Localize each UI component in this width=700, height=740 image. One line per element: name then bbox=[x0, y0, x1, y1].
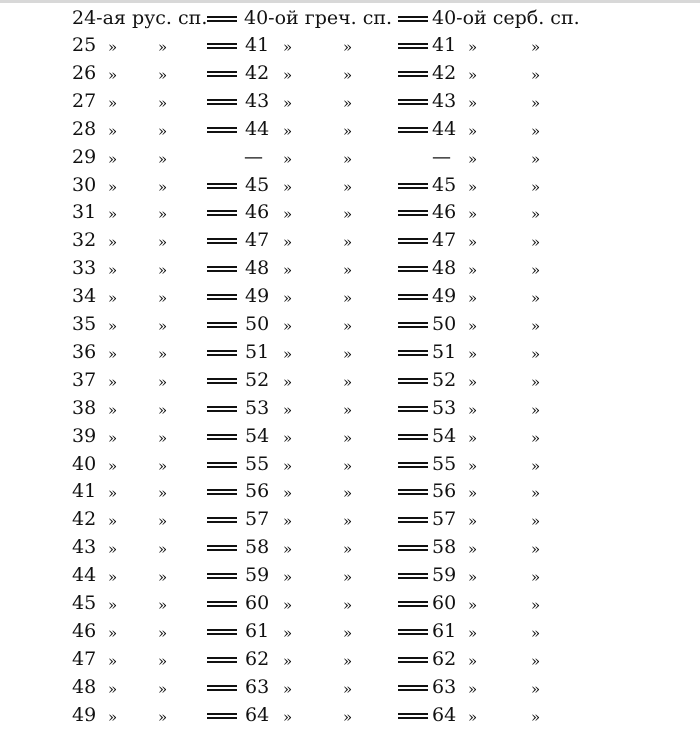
ditto-mark: » bbox=[158, 233, 168, 252]
serbian-number: 49 bbox=[432, 285, 457, 308]
ditto-mark: » bbox=[108, 707, 118, 726]
ditto-mark: » bbox=[158, 540, 168, 559]
ditto-mark: » bbox=[158, 651, 168, 670]
greek-number: 41 bbox=[245, 34, 270, 56]
ditto-mark: » bbox=[158, 372, 168, 391]
ditto-mark: » bbox=[343, 400, 353, 419]
ditto-mark: » bbox=[343, 623, 353, 642]
ditto-mark: » bbox=[283, 149, 293, 168]
serbian-number: 62 bbox=[432, 647, 457, 670]
equals-sign bbox=[207, 406, 237, 412]
serbian-number: 44 bbox=[432, 117, 457, 140]
ditto-mark: » bbox=[343, 679, 353, 698]
equals-sign bbox=[398, 601, 428, 607]
ditto-mark: » bbox=[158, 596, 168, 614]
ditto-mark: » bbox=[343, 233, 353, 252]
equals-sign bbox=[398, 43, 428, 49]
russian-number: 46 bbox=[72, 619, 97, 642]
ditto-mark: » bbox=[468, 344, 478, 363]
equals-sign bbox=[207, 573, 237, 579]
equals-sign bbox=[207, 601, 237, 607]
equals-sign bbox=[207, 127, 237, 133]
equals-sign bbox=[398, 183, 428, 189]
ditto-mark: » bbox=[531, 317, 541, 335]
ditto-mark: » bbox=[531, 651, 541, 670]
ditto-mark: » bbox=[343, 344, 353, 363]
equals-sign bbox=[207, 434, 237, 440]
russian-number: 28 bbox=[72, 117, 97, 140]
ditto-mark: » bbox=[108, 121, 118, 140]
greek-number: 49 bbox=[245, 285, 270, 308]
ditto-mark: » bbox=[531, 372, 541, 391]
ditto-mark: » bbox=[158, 400, 168, 419]
ditto-mark: » bbox=[158, 344, 168, 363]
ditto-mark: » bbox=[468, 38, 478, 56]
equals-sign bbox=[207, 378, 237, 384]
equals-sign bbox=[398, 378, 428, 384]
serbian-number: 42 bbox=[432, 61, 457, 84]
ditto-mark: » bbox=[283, 623, 293, 642]
ditto-mark: » bbox=[108, 177, 118, 196]
ditto-mark: » bbox=[468, 65, 478, 84]
ditto-mark: » bbox=[283, 93, 293, 112]
equals-sign bbox=[207, 294, 237, 300]
ditto-mark: » bbox=[468, 233, 478, 252]
ditto-mark: » bbox=[158, 317, 168, 335]
ditto-mark: » bbox=[108, 38, 118, 56]
ditto-mark: » bbox=[531, 233, 541, 252]
russian-number: 40 bbox=[72, 452, 97, 475]
ditto-mark: » bbox=[108, 261, 118, 280]
ditto-mark: » bbox=[283, 568, 293, 587]
serbian-number: 63 bbox=[432, 675, 457, 698]
ditto-mark: » bbox=[108, 205, 118, 224]
serbian-number: 60 bbox=[432, 592, 457, 614]
serbian-number: 61 bbox=[432, 619, 457, 642]
ditto-mark: » bbox=[108, 65, 118, 84]
ditto-mark: » bbox=[468, 484, 478, 503]
equals-sign bbox=[398, 322, 428, 328]
ditto-mark: » bbox=[283, 428, 293, 447]
ditto-mark: » bbox=[108, 149, 118, 168]
ditto-mark: » bbox=[531, 344, 541, 363]
equals-sign bbox=[398, 16, 428, 22]
serbian-number: 53 bbox=[432, 396, 457, 419]
equals-sign bbox=[398, 713, 428, 719]
ditto-mark: » bbox=[343, 651, 353, 670]
ditto-mark: » bbox=[531, 93, 541, 112]
ditto-mark: » bbox=[468, 540, 478, 559]
serbian-number: 56 bbox=[432, 480, 457, 503]
ditto-mark: » bbox=[468, 177, 478, 196]
greek-number: 55 bbox=[245, 452, 270, 475]
ditto-mark: » bbox=[108, 540, 118, 559]
ditto-mark: » bbox=[531, 623, 541, 642]
ditto-mark: » bbox=[343, 596, 353, 614]
ditto-mark: » bbox=[531, 205, 541, 224]
equals-sign bbox=[398, 127, 428, 133]
equals-sign bbox=[207, 517, 237, 523]
ditto-mark: » bbox=[283, 400, 293, 419]
ditto-mark: » bbox=[468, 568, 478, 587]
serbian-number: 58 bbox=[432, 536, 457, 559]
greek-number: 47 bbox=[245, 229, 270, 252]
ditto-mark: » bbox=[531, 456, 541, 475]
ditto-mark: » bbox=[283, 261, 293, 280]
equals-sign bbox=[398, 629, 428, 635]
greek-number: 45 bbox=[245, 173, 270, 196]
ditto-mark: » bbox=[343, 317, 353, 335]
serbian-number: 48 bbox=[432, 257, 457, 280]
ditto-mark: » bbox=[531, 289, 541, 308]
greek-number: 44 bbox=[245, 117, 270, 140]
ditto-mark: » bbox=[108, 344, 118, 363]
ditto-mark: » bbox=[468, 121, 478, 140]
serbian-number: 45 bbox=[432, 173, 457, 196]
ditto-mark: » bbox=[343, 428, 353, 447]
ditto-mark: » bbox=[158, 38, 168, 56]
ditto-mark: » bbox=[283, 344, 293, 363]
ditto-mark: » bbox=[531, 65, 541, 84]
ditto-mark: » bbox=[283, 484, 293, 503]
ditto-mark: » bbox=[468, 428, 478, 447]
ditto-mark: » bbox=[108, 372, 118, 391]
equals-sign bbox=[398, 71, 428, 77]
page-top-border bbox=[0, 0, 700, 3]
ditto-mark: » bbox=[283, 596, 293, 614]
ditto-mark: » bbox=[468, 261, 478, 280]
ditto-mark: » bbox=[283, 707, 293, 726]
russian-number: 39 bbox=[72, 424, 97, 447]
russian-number: 38 bbox=[72, 396, 97, 419]
equals-sign bbox=[207, 99, 237, 105]
ditto-mark: » bbox=[158, 568, 168, 587]
ditto-mark: » bbox=[158, 261, 168, 280]
equals-sign bbox=[207, 322, 237, 328]
equals-sign bbox=[398, 489, 428, 495]
ditto-mark: » bbox=[108, 568, 118, 587]
greek-number: 59 bbox=[245, 564, 270, 587]
ditto-mark: » bbox=[531, 512, 541, 531]
greek-number: 57 bbox=[245, 508, 270, 531]
serbian-number: — bbox=[432, 145, 451, 168]
ditto-mark: » bbox=[531, 38, 541, 56]
ditto-mark: » bbox=[468, 372, 478, 391]
equals-sign bbox=[398, 545, 428, 551]
ditto-mark: » bbox=[108, 596, 118, 614]
russian-number: 48 bbox=[72, 675, 97, 698]
ditto-mark: » bbox=[158, 512, 168, 531]
ditto-mark: » bbox=[283, 512, 293, 531]
ditto-mark: » bbox=[158, 428, 168, 447]
ditto-mark: » bbox=[158, 149, 168, 168]
equals-sign bbox=[398, 434, 428, 440]
greek-number: 61 bbox=[245, 619, 270, 642]
equals-sign bbox=[207, 350, 237, 356]
equals-sign bbox=[398, 573, 428, 579]
ditto-mark: » bbox=[343, 512, 353, 531]
equals-sign bbox=[398, 266, 428, 272]
equals-sign bbox=[207, 657, 237, 663]
russian-number: 27 bbox=[72, 89, 97, 112]
russian-number: 41 bbox=[72, 480, 97, 503]
ditto-mark: » bbox=[531, 596, 541, 614]
russian-number: 26 bbox=[72, 61, 97, 84]
greek-number: 54 bbox=[245, 424, 270, 447]
equals-sign bbox=[207, 266, 237, 272]
equals-sign bbox=[207, 238, 237, 244]
ditto-mark: » bbox=[343, 484, 353, 503]
serbian-number: 59 bbox=[432, 564, 457, 587]
ditto-mark: » bbox=[531, 121, 541, 140]
serbian-number: 52 bbox=[432, 368, 457, 391]
header-serbian: 40-ой серб. сп. bbox=[432, 7, 580, 29]
ditto-mark: » bbox=[343, 149, 353, 168]
greek-number: 46 bbox=[245, 201, 270, 224]
ditto-mark: » bbox=[343, 93, 353, 112]
greek-number: 53 bbox=[245, 396, 270, 419]
ditto-mark: » bbox=[468, 149, 478, 168]
greek-number: 60 bbox=[245, 592, 270, 614]
greek-number: 43 bbox=[245, 89, 270, 112]
ditto-mark: » bbox=[468, 707, 478, 726]
greek-number: 62 bbox=[245, 647, 270, 670]
equals-sign bbox=[207, 210, 237, 216]
equals-sign bbox=[398, 99, 428, 105]
ditto-mark: » bbox=[343, 177, 353, 196]
russian-number: 45 bbox=[72, 592, 97, 614]
greek-number: 48 bbox=[245, 257, 270, 280]
serbian-number: 57 bbox=[432, 508, 457, 531]
russian-number: 37 bbox=[72, 368, 97, 391]
ditto-mark: » bbox=[531, 568, 541, 587]
ditto-mark: » bbox=[158, 623, 168, 642]
ditto-mark: » bbox=[158, 177, 168, 196]
ditto-mark: » bbox=[283, 38, 293, 56]
ditto-mark: » bbox=[531, 177, 541, 196]
serbian-number: 51 bbox=[432, 340, 457, 363]
equals-sign bbox=[207, 43, 237, 49]
equals-sign bbox=[398, 350, 428, 356]
ditto-mark: » bbox=[108, 317, 118, 335]
ditto-mark: » bbox=[343, 568, 353, 587]
ditto-mark: » bbox=[468, 400, 478, 419]
russian-number: 25 bbox=[72, 34, 97, 56]
equals-sign bbox=[398, 238, 428, 244]
serbian-number: 55 bbox=[432, 452, 457, 475]
equals-sign bbox=[207, 462, 237, 468]
ditto-mark: » bbox=[343, 121, 353, 140]
ditto-mark: » bbox=[108, 512, 118, 531]
header-russian: 24-ая рус. сп. bbox=[72, 7, 208, 29]
equals-sign bbox=[398, 294, 428, 300]
ditto-mark: » bbox=[283, 317, 293, 335]
ditto-mark: » bbox=[531, 679, 541, 698]
russian-number: 29 bbox=[72, 145, 97, 168]
ditto-mark: » bbox=[158, 121, 168, 140]
ditto-mark: » bbox=[283, 205, 293, 224]
ditto-mark: » bbox=[468, 596, 478, 614]
ditto-mark: » bbox=[283, 540, 293, 559]
russian-number: 31 bbox=[72, 201, 97, 224]
equals-sign bbox=[398, 462, 428, 468]
ditto-mark: » bbox=[283, 651, 293, 670]
equals-sign bbox=[398, 517, 428, 523]
russian-number: 33 bbox=[72, 257, 97, 280]
ditto-mark: » bbox=[108, 679, 118, 698]
ditto-mark: » bbox=[108, 651, 118, 670]
russian-number: 30 bbox=[72, 173, 97, 196]
greek-number: 42 bbox=[245, 61, 270, 84]
equals-sign bbox=[207, 545, 237, 551]
equals-sign bbox=[207, 183, 237, 189]
greek-number: 63 bbox=[245, 675, 270, 698]
ditto-mark: » bbox=[158, 679, 168, 698]
ditto-mark: » bbox=[531, 484, 541, 503]
serbian-number: 64 bbox=[432, 703, 457, 726]
ditto-mark: » bbox=[343, 38, 353, 56]
ditto-mark: » bbox=[343, 65, 353, 84]
ditto-mark: » bbox=[531, 540, 541, 559]
ditto-mark: » bbox=[531, 428, 541, 447]
equals-sign bbox=[207, 16, 237, 22]
ditto-mark: » bbox=[158, 707, 168, 726]
serbian-number: 50 bbox=[432, 313, 457, 335]
ditto-mark: » bbox=[108, 456, 118, 475]
ditto-mark: » bbox=[343, 205, 353, 224]
ditto-mark: » bbox=[343, 456, 353, 475]
russian-number: 43 bbox=[72, 536, 97, 559]
ditto-mark: » bbox=[158, 456, 168, 475]
equals-sign bbox=[207, 713, 237, 719]
russian-number: 35 bbox=[72, 313, 97, 335]
russian-number: 44 bbox=[72, 564, 97, 587]
ditto-mark: » bbox=[531, 400, 541, 419]
equals-sign bbox=[398, 210, 428, 216]
ditto-mark: » bbox=[283, 65, 293, 84]
russian-number: 47 bbox=[72, 647, 97, 670]
ditto-mark: » bbox=[283, 679, 293, 698]
serbian-number: 54 bbox=[432, 424, 457, 447]
equals-sign bbox=[207, 629, 237, 635]
ditto-mark: » bbox=[108, 484, 118, 503]
equals-sign bbox=[398, 406, 428, 412]
ditto-mark: » bbox=[468, 623, 478, 642]
ditto-mark: » bbox=[343, 540, 353, 559]
greek-number: — bbox=[244, 145, 263, 168]
ditto-mark: » bbox=[343, 707, 353, 726]
header-greek: 40-ой греч. сп. bbox=[244, 7, 393, 29]
greek-number: 56 bbox=[245, 480, 270, 503]
russian-number: 36 bbox=[72, 340, 97, 363]
ditto-mark: » bbox=[283, 372, 293, 391]
greek-number: 52 bbox=[245, 368, 270, 391]
greek-number: 58 bbox=[245, 536, 270, 559]
ditto-mark: » bbox=[468, 93, 478, 112]
ditto-mark: » bbox=[468, 679, 478, 698]
ditto-mark: » bbox=[343, 289, 353, 308]
greek-number: 50 bbox=[245, 313, 270, 335]
ditto-mark: » bbox=[531, 261, 541, 280]
equals-sign bbox=[207, 489, 237, 495]
ditto-mark: » bbox=[343, 261, 353, 280]
ditto-mark: » bbox=[468, 205, 478, 224]
ditto-mark: » bbox=[108, 623, 118, 642]
russian-number: 42 bbox=[72, 508, 97, 531]
ditto-mark: » bbox=[108, 289, 118, 308]
ditto-mark: » bbox=[531, 149, 541, 168]
equals-sign bbox=[207, 71, 237, 77]
ditto-mark: » bbox=[531, 707, 541, 726]
serbian-number: 41 bbox=[432, 34, 457, 56]
ditto-mark: » bbox=[158, 205, 168, 224]
russian-number: 49 bbox=[72, 703, 97, 726]
ditto-mark: » bbox=[158, 484, 168, 503]
ditto-mark: » bbox=[108, 233, 118, 252]
ditto-mark: » bbox=[468, 289, 478, 308]
greek-number: 51 bbox=[245, 340, 270, 363]
russian-number: 32 bbox=[72, 229, 97, 252]
ditto-mark: » bbox=[158, 93, 168, 112]
serbian-number: 43 bbox=[432, 89, 457, 112]
ditto-mark: » bbox=[283, 233, 293, 252]
ditto-mark: » bbox=[283, 121, 293, 140]
ditto-mark: » bbox=[283, 177, 293, 196]
ditto-mark: » bbox=[468, 651, 478, 670]
greek-number: 64 bbox=[245, 703, 270, 726]
ditto-mark: » bbox=[158, 289, 168, 308]
ditto-mark: » bbox=[283, 456, 293, 475]
equals-sign bbox=[398, 657, 428, 663]
ditto-mark: » bbox=[468, 317, 478, 335]
equals-sign bbox=[398, 685, 428, 691]
ditto-mark: » bbox=[283, 289, 293, 308]
ditto-mark: » bbox=[468, 456, 478, 475]
ditto-mark: » bbox=[108, 428, 118, 447]
serbian-number: 47 bbox=[432, 229, 457, 252]
russian-number: 34 bbox=[72, 285, 97, 308]
ditto-mark: » bbox=[108, 93, 118, 112]
ditto-mark: » bbox=[108, 400, 118, 419]
ditto-mark: » bbox=[158, 65, 168, 84]
ditto-mark: » bbox=[343, 372, 353, 391]
ditto-mark: » bbox=[468, 512, 478, 531]
equals-sign bbox=[207, 685, 237, 691]
serbian-number: 46 bbox=[432, 201, 457, 224]
